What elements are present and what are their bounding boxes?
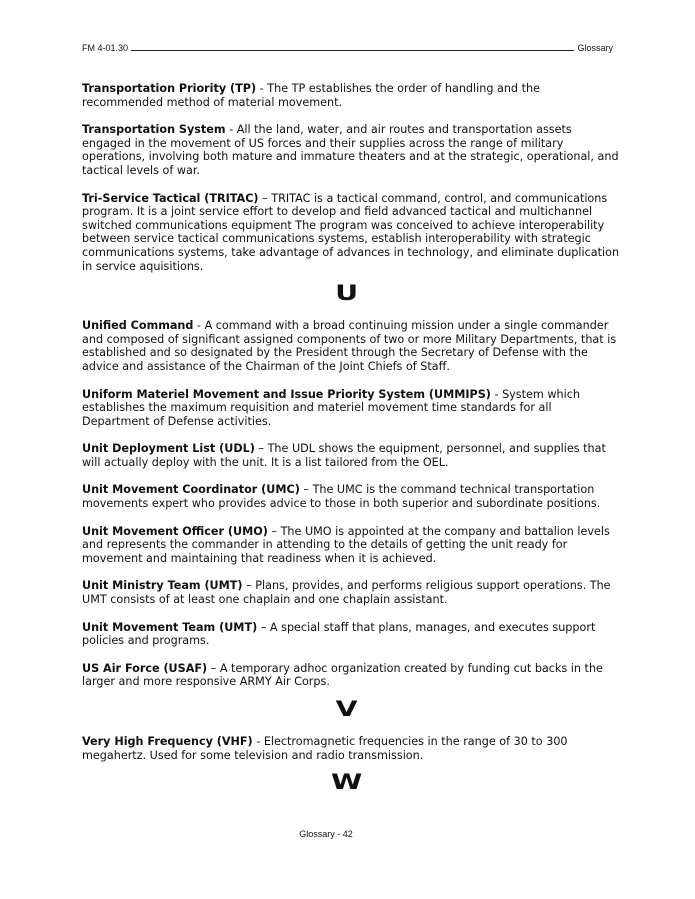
section-letter-heading: U [335, 281, 359, 306]
glossary-definition: A special staff that plans, manages, and executes support policies and programs. [82, 620, 596, 648]
term-separator: - [225, 123, 237, 137]
term-separator: – [257, 620, 270, 634]
glossary-definition: All the land, water, and air routes and transportation assets engaged in the movement of US forces and their supplies across the range of military operations, involving both mature and immature theaters and at the strategic, operational, and tactical levels of war. [82, 123, 619, 177]
glossary-entry [82, 388, 622, 429]
term-separator: – [207, 661, 220, 675]
glossary-entry [82, 483, 622, 510]
glossary-definition: A command with a broad continuing mission under a single commander and composed of significant assigned components of two or more Military Departments, that is established and so designated by the President through the Secretary of Defense with the advice and assistance of the Chairman of the Joint Chiefs of Staff. [82, 319, 617, 373]
term-separator: – [242, 579, 256, 593]
glossary-term: Unit Movement Team (UMT) [82, 620, 258, 634]
section-letter-heading: V [335, 697, 358, 721]
glossary-term: Uniform Materiel Movement and Issue Priority System (UMMIPS) [82, 387, 491, 401]
term-separator: - [256, 82, 268, 95]
term-separator: – [267, 524, 281, 538]
glossary-entry [82, 579, 622, 606]
glossary-entry [82, 123, 622, 177]
glossary-entry [82, 662, 622, 689]
glossary-definition: Electromagnetic frequencies in the range of 30 to 300 megahertz. Used for some television and radio transmission. [82, 735, 568, 762]
glossary-definition: TRITAC is a tactical command, control, and communications program. It is a joint service effort to develop and field advanced tactical and multichannel switched communications equipment The program was conceived to achieve interoperability between service tactical communications systems, establish interoperability with strategic communications systems, take advantage of advances in technology, and eliminate duplication in service aquisitions. [82, 191, 620, 273]
glossary-entry [82, 82, 622, 109]
glossary-entry [82, 192, 622, 274]
glossary-term: Very High Frequency (VHF) [82, 735, 253, 748]
glossary-term: Unit Deployment List (UDL) [82, 442, 255, 456]
page-number: Glossary - 42 [299, 829, 353, 839]
glossary-entry [82, 442, 622, 469]
term-separator: - [252, 735, 264, 748]
glossary-definition: The UMO is appointed at the company and battalion levels and represents the commander in attending to the details of getting the unit ready for movement and maintaining that readiness when it is achieved. [82, 524, 610, 565]
glossary-definition: Plans, provides, and performs religious support operations. The UMT consists of at least one chaplain and one chaplain assistant. [82, 579, 611, 607]
glossary-content [82, 82, 622, 808]
page-footer [0, 829, 652, 839]
header-doc-id: FM 4-01.30 [82, 43, 129, 53]
glossary-entry [82, 525, 622, 566]
glossary-entry [82, 735, 622, 762]
term-separator: - [193, 319, 205, 333]
glossary-definition: A temporary adhoc organization created by funding cut backs in the larger and more responsive ARMY Air Corps. [82, 661, 603, 689]
term-separator: – [254, 442, 268, 456]
glossary-term: Unit Ministry Team (UMT) [82, 579, 243, 593]
glossary-term: Transportation Priority (TP) [82, 82, 257, 95]
header-section-title: Glossary [577, 43, 613, 53]
page-header [82, 41, 613, 53]
glossary-term: Unified Command [82, 319, 194, 333]
term-separator: – [258, 191, 272, 205]
glossary-definition: The UDL shows the equipment, personnel, and supplies that will actually deploy with the unit. It is a list tailored from the OEL. [82, 442, 606, 469]
glossary-definition: System which establishes the maximum requisition and materiel movement time standards for all Department of Defense activities. [82, 387, 580, 428]
glossary-term: Tri-Service Tactical (TRITAC) [82, 191, 259, 205]
glossary-term: Transportation System [82, 123, 226, 137]
glossary-term: Unit Movement Officer (UMO) [82, 524, 268, 538]
glossary-entry [82, 319, 622, 373]
section-letter-heading: W [330, 770, 363, 795]
term-separator: - [490, 387, 503, 401]
glossary-term: US Air Force (USAF) [82, 661, 208, 675]
term-separator: – [299, 483, 313, 497]
glossary-definition: The TP establishes the order of handling and the recommended method of material movement. [82, 82, 540, 109]
glossary-definition: The UMC is the command technical transportation movements expert who provides advice to those in both superior and subordinate positions. [82, 483, 601, 511]
glossary-term: Unit Movement Coordinator (UMC) [82, 483, 300, 497]
header-rule [131, 49, 574, 51]
glossary-entry [82, 621, 622, 648]
